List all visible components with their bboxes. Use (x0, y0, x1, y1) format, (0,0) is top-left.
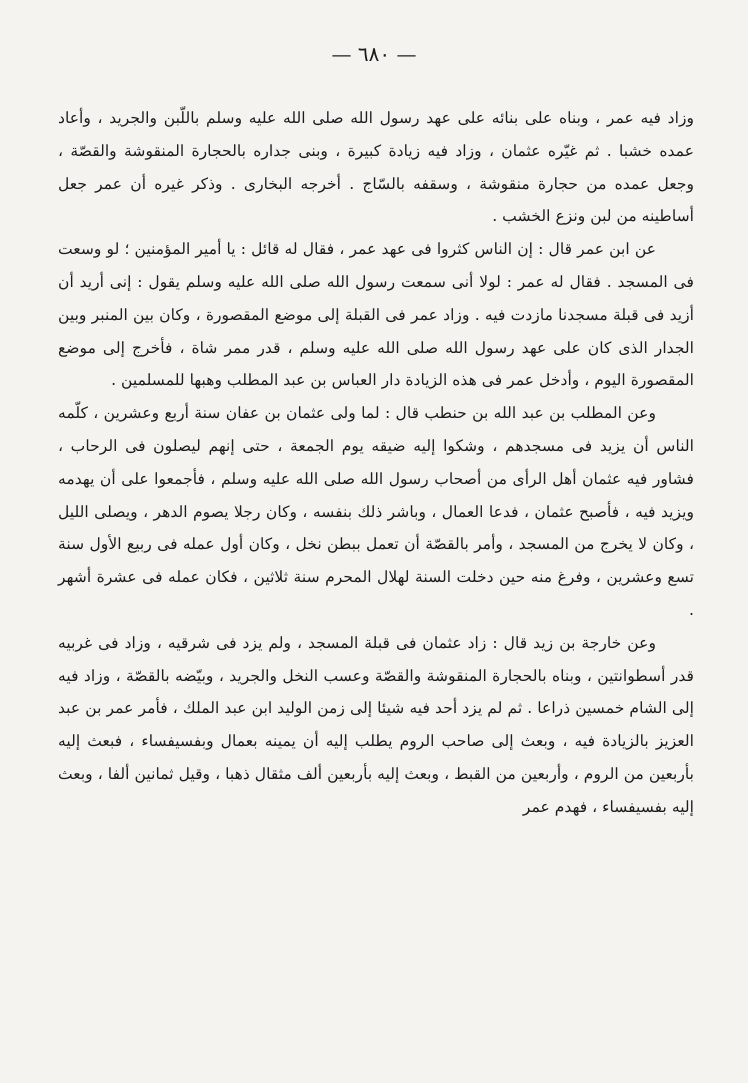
paragraph: وعن المطلب بن عبد الله بن حنطب قال : لما ولى عثمان بن عفان سنة أربع وعشرين ، كلّمه الناس أن يزيد فى مسجدهم ، وشكوا إليه ضيقه يوم الجمعة ، حتى إنهم ليصلون فى الرحاب ، فشاور فيه عثمان أهل الرأى من أصحاب رسول الله صلى الله عليه وسلم ، فأجمعوا على أن يهدمه ويزيد فيه ، فأصبح عثمان ، فدعا العمال ، وباشر ذلك بنفسه ، وكان رجلا يصوم الدهر ، ويصلى الليل ، وكان لا يخرج من المسجد ، وأمر بالقصّة أن تعمل ببطن نخل ، وكان أول عمله فى ربيع الأول سنة تسع وعشرين ، وفرغ منه حين دخلت السنة لهلال المحرم سنة ثلاثين ، فكان عمله فى عشرة أشهر . (58, 404, 694, 619)
paragraph: وزاد فيه عمر ، وبناه على بنائه على عهد رسول الله صلى الله عليه وسلم باللّبن والجريد ، وأعاد عمده خشبا . ثم غيّره عثمان ، وزاد فيه زيادة كبيرة ، وبنى جداره بالحجارة المنقوشة والقصّة ، وجعل عمده من حجارة منقوشة ، وسقفه بالسّاج . أخرجه البخارى . وذكر غيره أن عمر جعل أساطينه من لبن ونزع الخشب . (58, 109, 694, 226)
paragraph: وعن خارجة بن زيد قال : زاد عثمان فى قبلة المسجد ، ولم يزد فى شرقيه ، وزاد فى غربيه قدر أسطوانتين ، وبناه بالحجارة المنقوشة والقصّة وعسب النخل والجريد ، وبيّضه بالقصّة ، وزاد فيه إلى الشام خمسين ذراعا . ثم لم يزد أحد فيه شيئا إلى زمن الوليد ابن عبد الملك ، فأمر عمر بن عبد العزيز بالزيادة فيه ، وبعث إلى صاحب الروم يطلب إليه أن يمينه بعمال وبفسيفساء ، فبعث إليه بأربعين من الروم ، وأربعين من القبط ، وبعث إليه بأربعين ألف مثقال ذهبا ، وقيل ثمانين ألفا ، وبعث إليه بفسيفساء ، فهدم عمر (58, 633, 694, 816)
page-number: — ٦٨٠ — (331, 42, 417, 66)
body-text (58, 102, 694, 824)
paragraph: عن ابن عمر قال : إن الناس كثروا فى عهد عمر ، فقال له قائل : يا أمير المؤمنين ؛ لو وسعت فى المسجد . فقال له عمر : لولا أنى سمعت رسول الله صلى الله عليه وسلم يقول : إنى أريد أن أزيد فى قبلة مسجدنا مازدت فيه . وزاد عمر فى القبلة إلى موضع المقصورة ، وكان بين المنبر وبين الجدار الذى كان على عهد رسول الله صلى الله عليه وسلم ، قدر ممر شاة ، فأخرج إلى موضع المقصورة اليوم ، وأدخل عمر فى هذه الزيادة دار العباس بن عبد المطلب وهبها للمسلمين . (58, 240, 694, 390)
